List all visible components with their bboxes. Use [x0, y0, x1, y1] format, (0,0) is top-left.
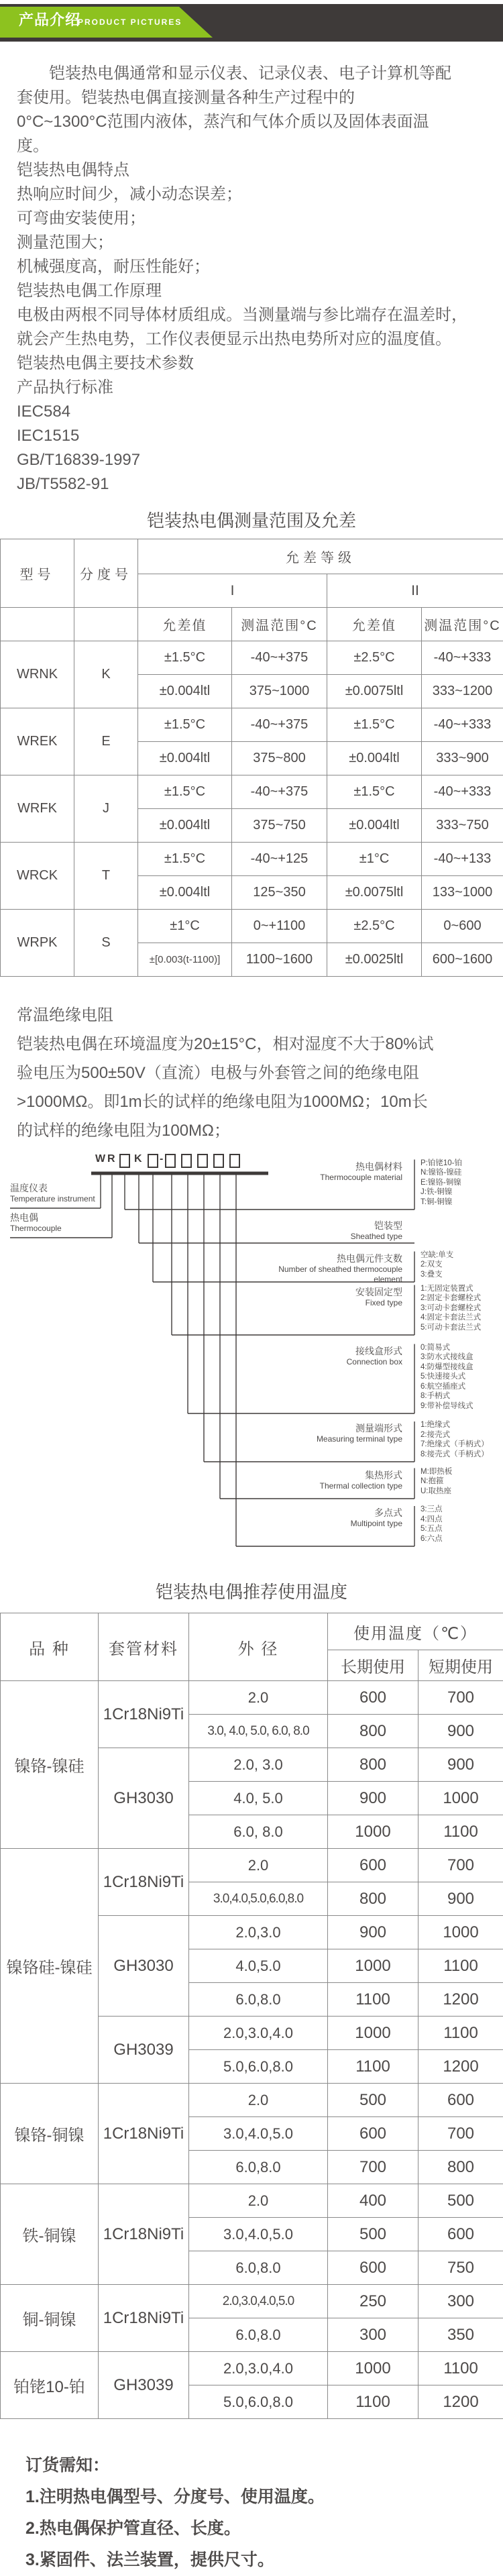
label-en: Sheathed type — [248, 1232, 402, 1242]
diagram-option: 0:简易式 — [421, 1343, 473, 1353]
value-cell: -40~+375 — [232, 775, 327, 809]
long-term-temp-cell: 1100 — [328, 1983, 418, 2017]
value-cell: 1100~1600 — [232, 943, 327, 977]
tolerance-table-title: 铠装热电偶测量范围及允差 — [0, 507, 503, 532]
od-cell: 6.0,8.0 — [189, 2251, 328, 2285]
short-term-temp-cell: 1000 — [418, 1916, 503, 1949]
long-term-temp-cell: 800 — [328, 1882, 418, 1916]
label-cn: 接线盒形式 — [248, 1346, 402, 1357]
label-cn: 热电偶元件支数 — [248, 1253, 402, 1265]
ordering-notes — [25, 2450, 496, 2576]
value-cell: 0~+1100 — [232, 910, 327, 943]
intro-line: 机械强度高，耐压性能好； — [17, 255, 496, 279]
od-cell: 2.0 — [189, 2184, 328, 2218]
value-cell: ±1.5°C — [138, 708, 232, 742]
model-cell: WRPK — [1, 910, 74, 977]
insulation-line: 铠装热电偶在环境温度为20±15°C，相对湿度不大于80%试 — [17, 1030, 496, 1059]
intro-line: 铠装热电偶特点 — [17, 158, 496, 182]
col-header-long-term: 长期使用 — [328, 1650, 418, 1681]
value-cell: ±1.5°C — [327, 775, 422, 809]
page-header — [0, 0, 503, 43]
long-term-temp-cell: 400 — [328, 2184, 418, 2218]
short-term-temp-cell: 1100 — [418, 2017, 503, 2050]
od-cell: 6.0, 8.0 — [189, 1815, 328, 1849]
label-en: Fixed type — [248, 1298, 402, 1308]
intro-line: IEC1515 — [17, 424, 496, 448]
material-cell: 1Cr18Ni9Ti — [99, 2084, 189, 2184]
label-en: Thermocouple material — [248, 1173, 402, 1183]
diagram-option: 空缺:单支 — [421, 1250, 453, 1260]
od-cell: 6.0,8.0 — [189, 2151, 328, 2184]
value-cell: -40~+125 — [232, 843, 327, 876]
long-term-temp-cell: 500 — [328, 2084, 418, 2117]
short-term-temp-cell: 1100 — [418, 1949, 503, 1983]
label-cn: 温度仪表 — [10, 1183, 95, 1194]
label-en: Multipoint type — [248, 1519, 402, 1529]
code-letter: K — [134, 1153, 142, 1165]
long-term-temp-cell: 300 — [328, 2318, 418, 2352]
ordering-item: 3.紧固件、法兰装置，提供尺寸。 — [25, 2544, 496, 2576]
label-en: Connection box — [248, 1357, 402, 1367]
graduation-cell: S — [74, 910, 138, 977]
material-cell: GH3039 — [99, 2017, 189, 2084]
short-term-temp-cell: 1200 — [418, 1983, 503, 2017]
insulation-line: 的试样的绝缘电阻为100MΩ； — [17, 1116, 496, 1145]
diagram-option: 2:双支 — [421, 1260, 453, 1270]
value-cell: -40~+333 — [422, 775, 503, 809]
code-letter: R — [107, 1153, 115, 1165]
od-cell: 2.0 — [189, 1849, 328, 1882]
diagram-option: E:镍铬-铜镍 — [421, 1178, 462, 1188]
intro-line: IEC584 — [17, 400, 496, 424]
diagram-option: 4:固定卡套法兰式 — [421, 1313, 481, 1323]
value-cell: -40~+133 — [422, 843, 503, 876]
od-cell: 2.0 — [189, 1681, 328, 1715]
value-cell: 333~900 — [422, 742, 503, 775]
long-term-temp-cell: 900 — [328, 1916, 418, 1949]
short-term-temp-cell: 800 — [418, 2151, 503, 2184]
diagram-option: 5:五点 — [421, 1524, 443, 1534]
short-term-temp-cell: 600 — [418, 2218, 503, 2251]
short-term-temp-cell: 1200 — [418, 2385, 503, 2419]
short-term-temp-cell: 1100 — [418, 2352, 503, 2385]
value-cell: ±1.5°C — [327, 708, 422, 742]
diagram-option: J:铁-铜镍 — [421, 1187, 462, 1197]
od-cell: 2.0,3.0 — [189, 1916, 328, 1949]
intro-line: 热响应时间少，减小动态误差； — [17, 182, 496, 207]
short-term-temp-cell: 1100 — [418, 1815, 503, 1849]
short-term-temp-cell: 900 — [418, 1882, 503, 1916]
label-en: Temperature instrument — [10, 1194, 95, 1204]
value-cell: ±0.0025ltl — [327, 943, 422, 977]
value-cell: ±[0.003(t-1100)] — [138, 943, 232, 977]
intro-line: 0°C~1300°C范围内液体，蒸汽和气体介质以及固体表面温 — [17, 110, 496, 134]
diagram-option: 7:绝缘式（手柄式） — [421, 1440, 489, 1450]
code-box — [181, 1154, 192, 1168]
od-cell: 3.0,4.0,5.0 — [189, 2218, 328, 2251]
diagram-left-label — [10, 1183, 95, 1204]
diagram-option: 9:带补偿导线式 — [421, 1401, 473, 1411]
long-term-temp-cell: 900 — [328, 1782, 418, 1815]
label-en: Thermocouple — [10, 1224, 62, 1234]
long-term-temp-cell: 600 — [328, 2251, 418, 2285]
label-cn: 多点式 — [248, 1507, 402, 1519]
diagram-option: M:即热板 — [421, 1467, 452, 1477]
diagram-option: 6:航空插座式 — [421, 1382, 473, 1392]
diagram-right-label — [248, 1220, 402, 1242]
long-term-temp-cell: 800 — [328, 1748, 418, 1782]
diagram-option: 5:快速接头式 — [421, 1372, 473, 1382]
col-header-graduation: 分度号 — [74, 539, 138, 608]
od-cell: 5.0,6.0,8.0 — [189, 2050, 328, 2084]
value-cell: ±0.0075ltl — [327, 876, 422, 910]
diagram-option: 3:可动卡套螺栓式 — [421, 1303, 481, 1313]
diagram-option: 3:叠支 — [421, 1270, 453, 1280]
long-term-temp-cell: 700 — [328, 2151, 418, 2184]
table-row — [1, 641, 503, 675]
value-cell: ±2.5°C — [327, 641, 422, 675]
long-term-temp-cell: 1000 — [328, 1815, 418, 1849]
value-cell: ±1.5°C — [138, 843, 232, 876]
value-cell: 0~600 — [422, 910, 503, 943]
short-term-temp-cell: 350 — [418, 2318, 503, 2352]
label-en: Measuring terminal type — [248, 1434, 402, 1444]
diagram-option: 3:三点 — [421, 1505, 443, 1515]
code-letter: W — [95, 1153, 105, 1165]
diagram-options — [421, 1420, 489, 1459]
intro-line: 度。 — [17, 134, 496, 158]
short-term-temp-cell: 700 — [418, 2117, 503, 2151]
od-cell: 2.0,3.0,4.0 — [189, 2017, 328, 2050]
col-header-tol-value: 允差值 — [327, 608, 422, 641]
label-cn: 安装固定型 — [248, 1287, 402, 1298]
col-header-temp-range: 测温范围°C — [232, 608, 327, 641]
intro-line: 铠装热电偶通常和显示仪表、记录仪表、电子计算机等配 — [17, 62, 496, 86]
table-row — [1, 2285, 503, 2318]
diagram-option: T:铜-铜镍 — [421, 1197, 462, 1208]
intro-line: 铠装热电偶工作原理 — [17, 279, 496, 303]
value-cell: ±0.0075ltl — [327, 675, 422, 708]
table-row — [1, 708, 503, 742]
long-term-temp-cell: 600 — [328, 1849, 418, 1882]
table-row — [1, 2184, 503, 2218]
page-subtitle: PRODUCT PICTURES — [78, 17, 182, 27]
material-cell: 1Cr18Ni9Ti — [99, 1681, 189, 1748]
od-cell: 2.0 — [189, 2084, 328, 2117]
diagram-options — [421, 1505, 443, 1544]
material-cell: GH3030 — [99, 1916, 189, 2017]
page-title: 产品介绍 — [19, 9, 80, 30]
intro-line: 产品执行标准 — [17, 376, 496, 400]
long-term-temp-cell: 600 — [328, 1681, 418, 1715]
value-cell: ±0.004ltl — [138, 809, 232, 843]
value-cell: ±1.5°C — [138, 641, 232, 675]
diagram-option: P:铂铑10-铂 — [421, 1159, 462, 1169]
long-term-temp-cell: 1100 — [328, 2385, 418, 2419]
variety-cell: 铂铑10-铂 — [1, 2352, 99, 2419]
value-cell: ±0.004ltl — [327, 742, 422, 775]
graduation-cell: K — [74, 641, 138, 708]
col-header-class-2: II — [327, 574, 503, 608]
diagram-option: N:抱箍 — [421, 1477, 452, 1487]
value-cell: ±1°C — [327, 843, 422, 876]
value-cell: -40~+333 — [422, 641, 503, 675]
col-header-temp-range: 测温范围°C — [422, 608, 503, 641]
table-row — [1, 2084, 503, 2117]
model-cell: WRNK — [1, 641, 74, 708]
col-header-model: 型号 — [1, 539, 74, 608]
measurement-tolerance-table — [0, 539, 503, 977]
col-header-od: 外 径 — [189, 1613, 328, 1681]
diagram-options — [421, 1467, 452, 1497]
code-box — [213, 1154, 224, 1168]
code-box — [165, 1154, 176, 1168]
long-term-temp-cell: 800 — [328, 1715, 418, 1748]
recommended-temperature-table — [0, 1613, 503, 2419]
model-cell: WREK — [1, 708, 74, 775]
value-cell: 333~1200 — [422, 675, 503, 708]
variety-cell: 镍铬-镍硅 — [1, 1681, 99, 1849]
diagram-option: 8:手柄式 — [421, 1391, 473, 1401]
value-cell: ±0.004ltl — [138, 675, 232, 708]
diagram-right-label — [248, 1346, 402, 1367]
graduation-cell: J — [74, 775, 138, 843]
short-term-temp-cell: 900 — [418, 1748, 503, 1782]
short-term-temp-cell: 900 — [418, 1715, 503, 1748]
table-row — [1, 843, 503, 876]
long-term-temp-cell: 1000 — [328, 2017, 418, 2050]
short-term-temp-cell: 300 — [418, 2285, 503, 2318]
value-cell: -40~+375 — [232, 641, 327, 675]
table-row — [1, 775, 503, 809]
col-header-use-temp: 使用温度（℃） — [328, 1613, 503, 1650]
col-header-tolerance-class: 允差等级 — [138, 539, 503, 574]
model-code-diagram — [0, 1145, 503, 1568]
diagram-options — [421, 1159, 462, 1208]
od-cell: 2.0, 3.0 — [189, 1748, 328, 1782]
empty-cell — [1, 608, 74, 641]
graduation-cell: T — [74, 843, 138, 910]
value-cell: 375~800 — [232, 742, 327, 775]
code-box — [148, 1154, 158, 1168]
variety-cell: 镍铬-铜镍 — [1, 2084, 99, 2184]
ordering-item: 2.热电偶保护管直径、长度。 — [25, 2513, 496, 2544]
intro-section — [17, 62, 496, 496]
variety-cell: 铁-铜镍 — [1, 2184, 99, 2285]
value-cell: ±0.004ltl — [138, 742, 232, 775]
long-term-temp-cell: 1000 — [328, 1949, 418, 1983]
od-cell: 6.0,8.0 — [189, 2318, 328, 2352]
table-row — [1, 910, 503, 943]
material-cell: GH3030 — [99, 1748, 189, 1849]
material-cell: 1Cr18Ni9Ti — [99, 2184, 189, 2285]
value-cell: 600~1600 — [422, 943, 503, 977]
ordering-title: 订货需知： — [25, 2450, 496, 2481]
diagram-option: 6:六点 — [421, 1534, 443, 1544]
code-box — [229, 1154, 240, 1168]
diagram-right-label — [248, 1253, 402, 1285]
diagram-option: 2:接壳式 — [421, 1430, 489, 1440]
col-header-variety: 品 种 — [1, 1613, 99, 1681]
intro-line: JB/T5582-91 — [17, 472, 496, 496]
material-cell: 1Cr18Ni9Ti — [99, 2285, 189, 2352]
value-cell: 333~750 — [422, 809, 503, 843]
label-en: Thermal collection type — [248, 1481, 402, 1491]
value-cell: 375~1000 — [232, 675, 327, 708]
od-cell: 3.0,4.0,5.0 — [189, 2117, 328, 2151]
col-header-short-term: 短期使用 — [418, 1650, 503, 1681]
diagram-option: 4:四点 — [421, 1515, 443, 1525]
value-cell: ±0.004ltl — [138, 876, 232, 910]
diagram-options — [421, 1343, 473, 1411]
diagram-options — [421, 1284, 481, 1333]
variety-cell: 铜-铜镍 — [1, 2285, 99, 2352]
long-term-temp-cell: 250 — [328, 2285, 418, 2318]
value-cell: 375~750 — [232, 809, 327, 843]
graduation-cell: E — [74, 708, 138, 775]
od-cell: 6.0,8.0 — [189, 1983, 328, 2017]
diagram-option: 3:防水式接线盒 — [421, 1352, 473, 1362]
insulation-line: 常温绝缘电阻 — [17, 1001, 496, 1030]
code-box — [119, 1154, 130, 1168]
value-cell: ±1°C — [138, 910, 232, 943]
od-cell: 3.0,4.0,5.0,6.0,8.0 — [189, 1882, 328, 1916]
short-term-temp-cell: 750 — [418, 2251, 503, 2285]
diagram-right-label — [248, 1423, 402, 1444]
diagram-options — [421, 1250, 453, 1280]
label-cn: 铠装型 — [248, 1220, 402, 1232]
model-cell: WRCK — [1, 843, 74, 910]
code-box — [197, 1154, 208, 1168]
table-row — [1, 1681, 503, 1715]
diagram-right-label — [248, 1470, 402, 1491]
od-cell: 5.0,6.0,8.0 — [189, 2385, 328, 2419]
insulation-section — [17, 1001, 496, 1145]
col-header-class-1: I — [138, 574, 327, 608]
value-cell: 133~1000 — [422, 876, 503, 910]
variety-cell: 镍铬硅-镍硅 — [1, 1849, 99, 2084]
od-cell: 2.0,3.0,4.0 — [189, 2352, 328, 2385]
diagram-option: U:取热座 — [421, 1487, 452, 1497]
label-cn: 热电偶材料 — [248, 1161, 402, 1173]
insulation-line: 验电压为500±50V（直流）电极与外套管之间的绝缘电阻 — [17, 1059, 496, 1087]
diagram-right-label — [248, 1507, 402, 1529]
short-term-temp-cell: 700 — [418, 1849, 503, 1882]
intro-line: 测量范围大； — [17, 231, 496, 255]
diagram-option: 2:固定卡套螺栓式 — [421, 1293, 481, 1303]
intro-line: GB/T16839-1997 — [17, 448, 496, 472]
insulation-line: >1000MΩ。即1m长的试样的绝缘电阻为1000MΩ；10m长 — [17, 1087, 496, 1116]
diagram-right-label — [248, 1161, 402, 1183]
value-cell: ±0.004ltl — [327, 809, 422, 843]
od-cell: 4.0,5.0 — [189, 1949, 328, 1983]
intro-line: 电极由两根不同导体材质组成。当测量端与参比端存在温差时， — [17, 303, 496, 327]
diagram-option: 5:可动卡套法兰式 — [421, 1323, 481, 1333]
short-term-temp-cell: 600 — [418, 2084, 503, 2117]
intro-line: 铠装热电偶主要技术参数 — [17, 352, 496, 376]
table-row — [1, 1849, 503, 1882]
od-cell: 2.0,3.0,4.0,5.0 — [189, 2285, 328, 2318]
diagram-option: 1:无固定装置式 — [421, 1284, 481, 1294]
diagram-option: 1:绝缘式 — [421, 1420, 489, 1430]
recommended-temp-title: 铠装热电偶推荐使用温度 — [0, 1578, 503, 1603]
col-header-tol-value: 允差值 — [138, 608, 232, 641]
short-term-temp-cell: 1200 — [418, 2050, 503, 2084]
value-cell: -40~+333 — [422, 708, 503, 742]
value-cell: ±1.5°C — [138, 775, 232, 809]
short-term-temp-cell: 700 — [418, 1681, 503, 1715]
value-cell: -40~+375 — [232, 708, 327, 742]
col-header-material: 套管材料 — [99, 1613, 189, 1681]
intro-line: 可弯曲安装使用； — [17, 207, 496, 231]
short-term-temp-cell: 500 — [418, 2184, 503, 2218]
short-term-temp-cell: 1000 — [418, 1782, 503, 1815]
diagram-option: N:镍铬-镍硅 — [421, 1168, 462, 1178]
long-term-temp-cell: 1100 — [328, 2050, 418, 2084]
table-row — [1, 2352, 503, 2385]
empty-cell — [74, 608, 138, 641]
material-cell: 1Cr18Ni9Ti — [99, 1849, 189, 1916]
long-term-temp-cell: 600 — [328, 2117, 418, 2151]
ordering-item: 1.注明热电偶型号、分度号、使用温度。 — [25, 2481, 496, 2513]
diagram-right-label — [248, 1287, 402, 1308]
value-cell: 125~350 — [232, 876, 327, 910]
long-term-temp-cell: 500 — [328, 2218, 418, 2251]
long-term-temp-cell: 1000 — [328, 2352, 418, 2385]
intro-line: 套使用。铠装热电偶直接测量各种生产过程中的 — [17, 86, 496, 110]
value-cell: ±2.5°C — [327, 910, 422, 943]
diagram-option: 8:接壳式（手柄式） — [421, 1450, 489, 1460]
material-cell: GH3039 — [99, 2352, 189, 2419]
od-cell: 3.0, 4.0, 5.0, 6.0, 8.0 — [189, 1715, 328, 1748]
label-cn: 集热形式 — [248, 1470, 402, 1481]
model-cell: WRFK — [1, 775, 74, 843]
code-letter: - — [160, 1153, 163, 1165]
intro-line: 就会产生热电势，工作仪表便显示出热电势所对应的温度值。 — [17, 327, 496, 352]
diagram-option: 4:防爆型接线盒 — [421, 1362, 473, 1373]
od-cell: 4.0, 5.0 — [189, 1782, 328, 1815]
label-en: Number of sheathed thermocouple element — [248, 1265, 402, 1285]
label-cn: 测量端形式 — [248, 1423, 402, 1434]
diagram-left-label — [10, 1212, 62, 1234]
label-cn: 热电偶 — [10, 1212, 62, 1224]
